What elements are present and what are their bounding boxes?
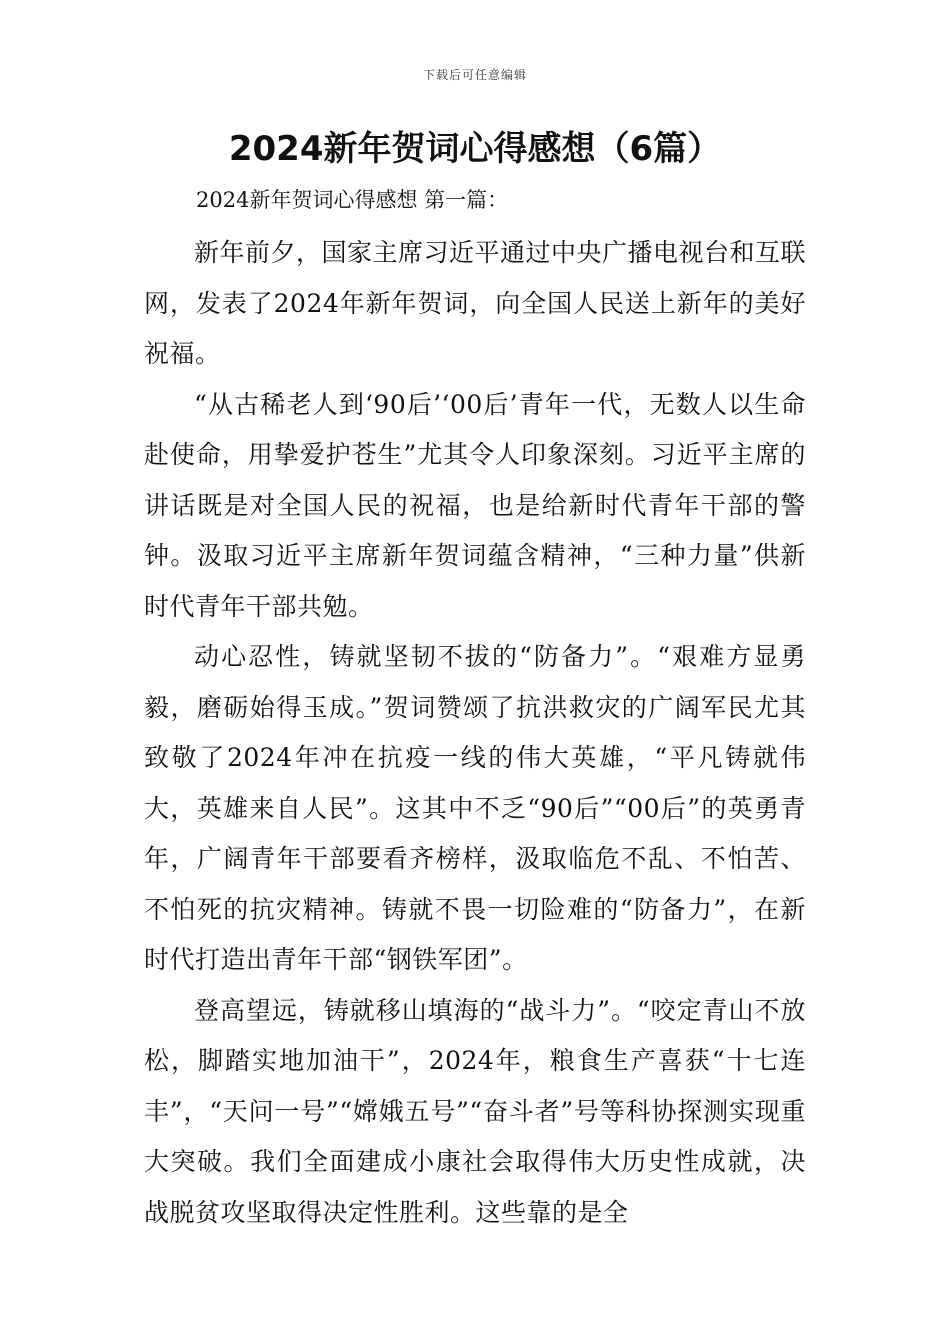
document-title: 2024新年贺词心得感想（6篇） (228, 129, 722, 169)
paragraph-3: 动心忍性，铸就坚韧不拔的“防备力”。“艰难方显勇毅，磨砺始得玉成。”贺词赞颂了抗洪救灾的广阔军民尤其致敬了2024年冲在抗疫一线的伟大英雄，“平凡铸就伟大，英雄来自人民”。这其中不乏“90后”“00后”的英勇青年，广阔青年干部要看齐榜样，汲取临危不乱、不怕苦、不怕死的抗灾精神。铸就不畏一切险难的“防备力”，在新时代打造出青年干部“钢铁军团”。 (144, 642, 806, 974)
document-body (144, 228, 806, 1238)
paragraph-4: 登高望远，铸就移山填海的“战斗力”。“咬定青山不放松，脚踏实地加油干”，2024年，粮食生产喜获“十七连丰”，“天问一号”“嫦娥五号”“奋斗者”号等科协探测实现重大突破。我们全面建成小康社会取得伟大历史性成就，决战脱贫攻坚取得决定性胜利。这些靠的是全 (144, 995, 806, 1227)
paragraph-1: 新年前夕，国家主席习近平通过中央广播电视台和互联网，发表了2024年新年贺词，向全国人民送上新年的美好祝福。 (144, 238, 807, 368)
section-heading: 2024新年贺词心得感想 第一篇： (196, 188, 509, 212)
paragraph-2: “从古稀老人到‘90后’‘00后’青年一代，无数人以生命赴使命，用挚爱护苍生”尤其令人印象深刻。习近平主席的讲话既是对全国人民的祝福，也是给新时代青年干部的警钟。汲取习近平主席新年贺词蕴含精神，“三种力量”供新时代青年干部共勉。 (144, 389, 806, 621)
page-header-note: 下载后可任意编辑 (422, 68, 527, 82)
